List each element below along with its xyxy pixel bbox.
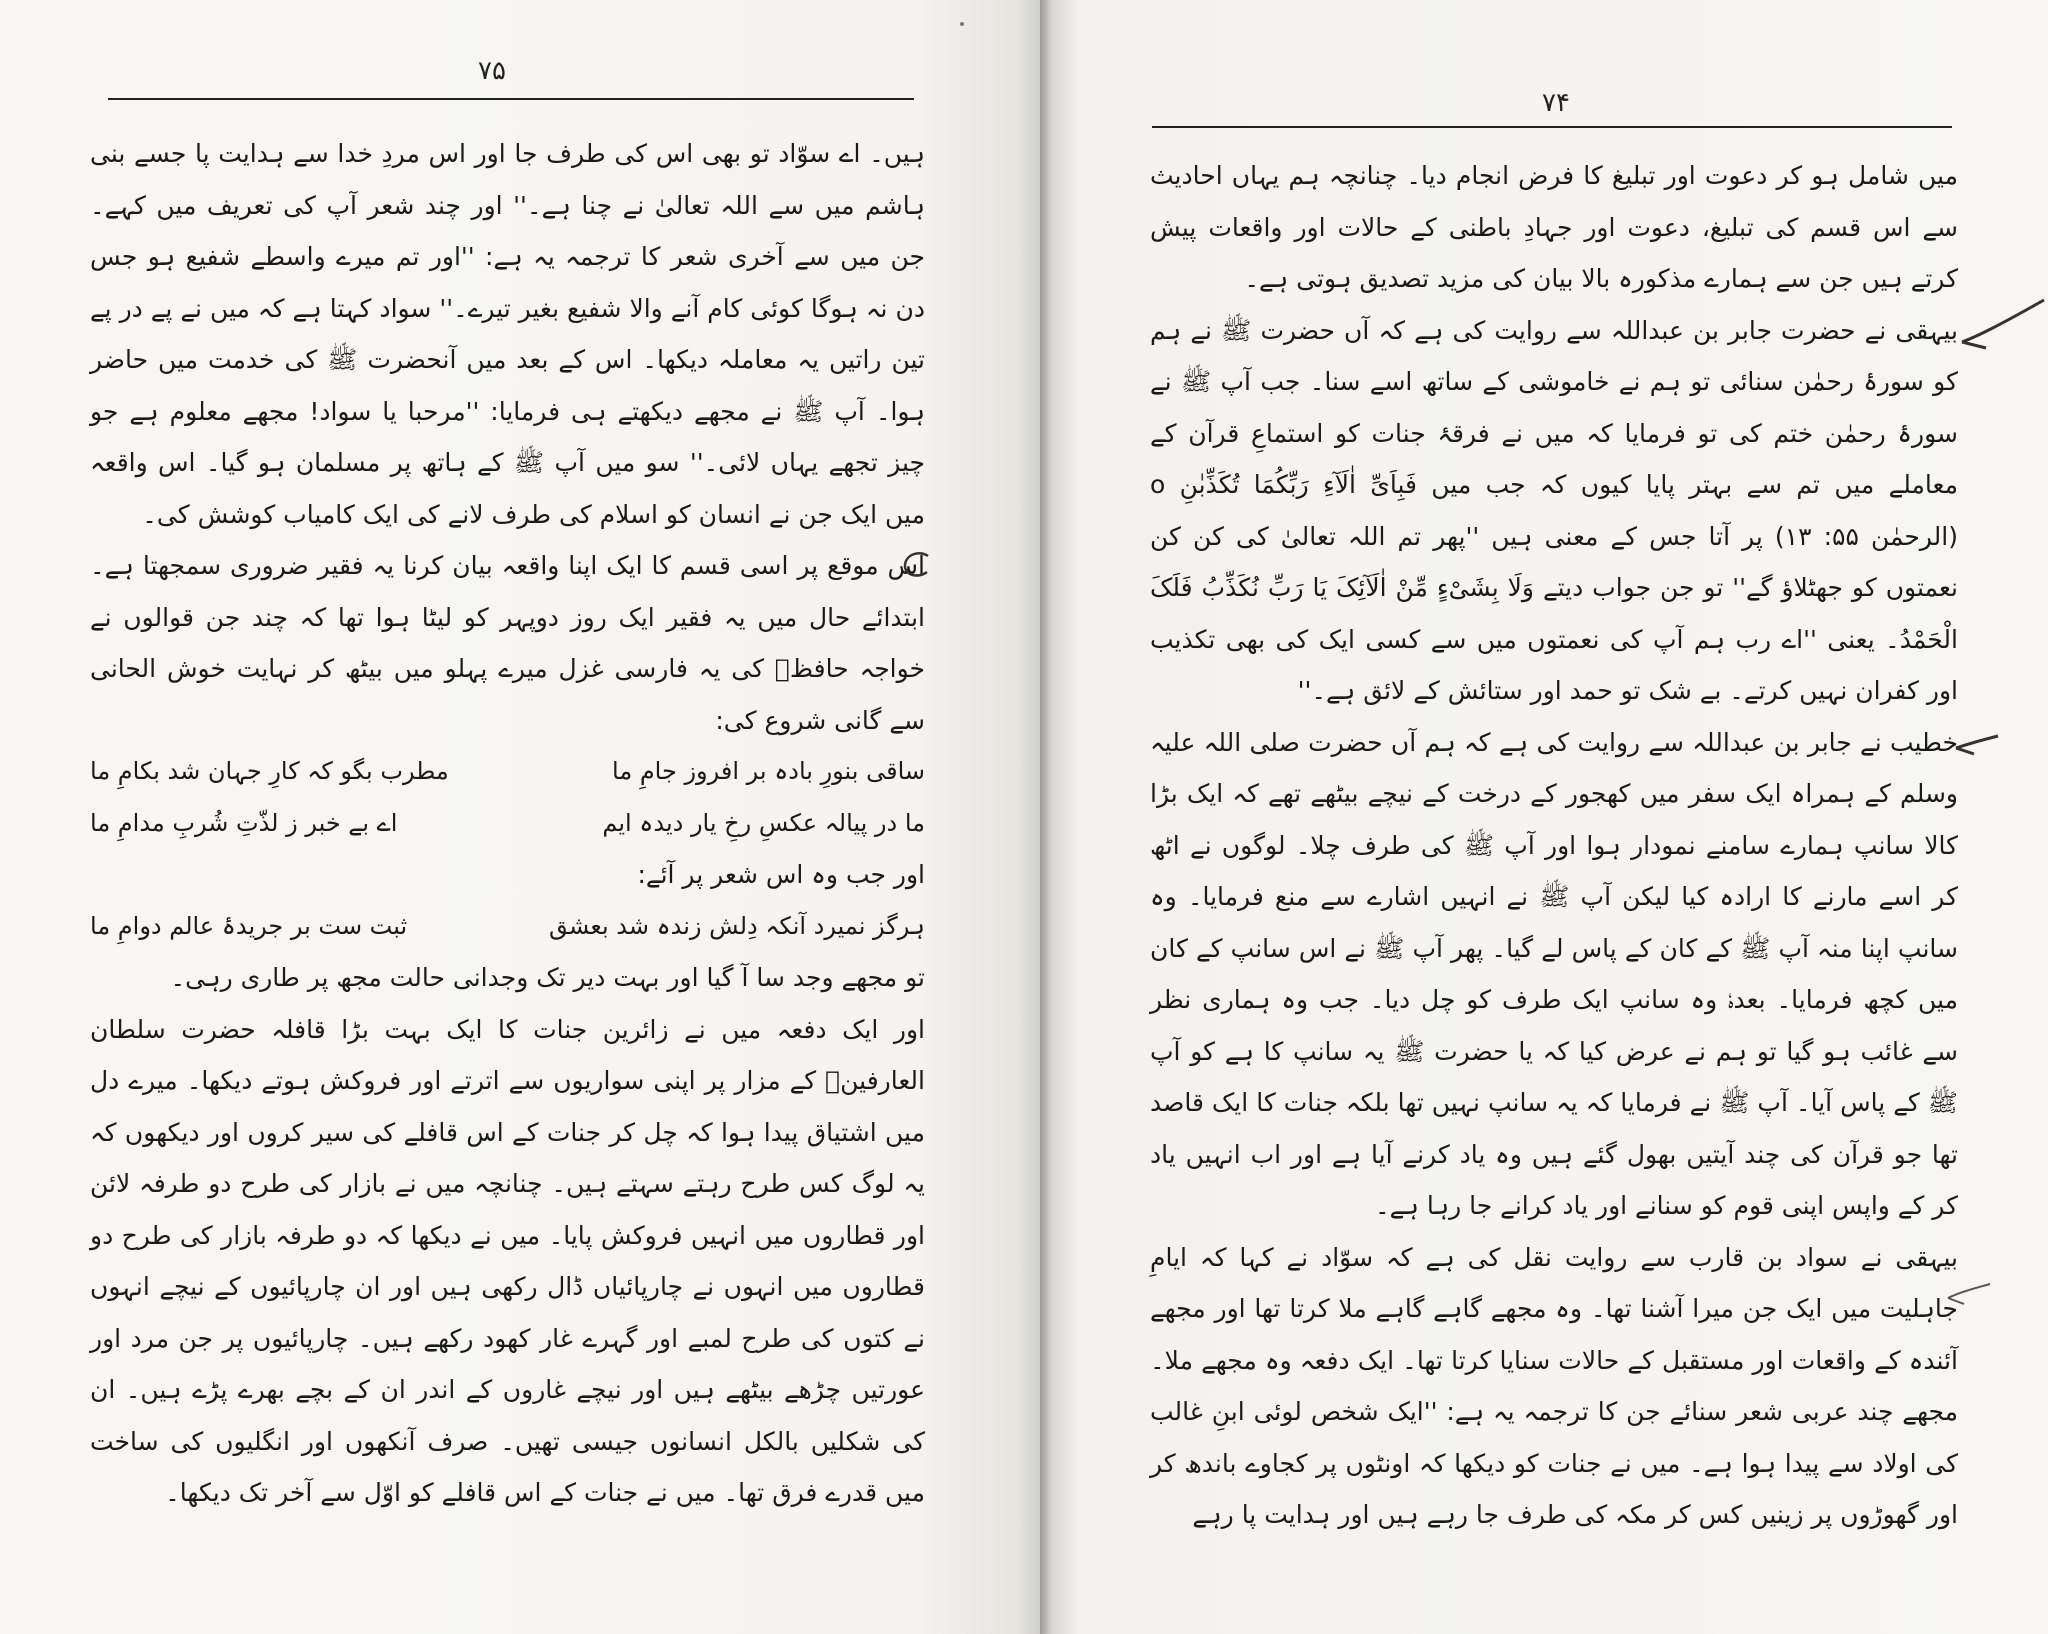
tick-annotation-icon [1958, 296, 2048, 356]
verse-hemistich: ساقی بنورِ بادہ بر افروز جامِ ما [612, 757, 925, 785]
verse-hemistich: ثبت ست بر جریدۂ عالم دوامِ ما [90, 911, 408, 940]
right-page-number: ۷۴ [1542, 88, 1570, 118]
verse-line [90, 901, 925, 953]
right-paragraph-3: خطیب نے جابر بن عبداللہ سے روایت کی ہے کہ ہم آں حضرت صلی اللہ علیہ وسلم کے ہمراہ ایک سفر میں کھجور کے درخت کے نیچے بیٹھے تھے کہ ایک بڑا کالا سانپ ہمارے سامنے نمودار ہوا اور آپ ﷺ کی طرف چلا۔ لوگوں نے اٹھ کر اسے مارنے کا ارادہ کیا لیکن آپ ﷺ نے انہیں اشارے سے منع فرمایا۔ وہ سانپ اپنا منہ آپ ﷺ کے کان کے پاس لے گیا۔ پھر آپ ﷺ نے اس سانپ کے کان میں کچھ فرمایا۔ بعدہٗ وہ سانپ ایک طرف کو چل دیا۔ جب وہ ہماری نظر سے غائب ہو گیا تو ہم نے عرض کیا کہ یا حضرت ﷺ یہ سانپ کا ہے کو آپ ﷺ کے پاس آیا۔ آپ ﷺ نے فرمایا کہ یہ سانپ نہیں تھا بلکہ جنات کا ایک قاصد تھا جو قرآن کی چند آیتیں بھول گئے ہیں وہ یاد کرنے آیا ہے اور اب انہیں یاد کر کے واپس اپنی قوم کو سنانے اور یاد کرانے جا رہا ہے۔ [1150, 727, 1958, 1220]
left-text-body [90, 128, 925, 1519]
right-page [1040, 0, 2048, 1634]
tick-annotation-icon [1952, 732, 2002, 762]
right-paragraph-1: میں شامل ہو کر دعوت اور تبلیغ کا فرض انجام دیا۔ چنانچہ ہم یہاں احادیث سے اس قسم کی تبلیغ، دعوت اور جہادِ باطنی کے حالات اور واقعات پیش کرتے ہیں جن سے ہمارے مذکورہ بالا بیان کی مزید تصدیق ہوتی ہے۔ [1150, 161, 1958, 293]
verse-line [90, 746, 925, 798]
verse-hemistich: ما در پیالہ عکسِ رخِ یار دیدہ ایم [602, 808, 925, 837]
verse-intro: اور جب وہ اس شعر پر آئے: [637, 860, 925, 889]
verse-hemistich: مطرب بگو کہ کارِ جہان شد بکامِ ما [90, 757, 449, 785]
verse-line [90, 798, 925, 850]
circle-annotation-icon [900, 548, 934, 582]
right-header-rule [1152, 126, 1952, 128]
after-verse-text: تو مجھے وجد سا آ گیا اور بہت دیر تک وجدانی حالت مجھ پر طاری رہی۔ [170, 963, 925, 992]
speck-mark [960, 22, 964, 26]
left-paragraph-3: اور ایک دفعہ میں نے زائرین جنات کا ایک بہت بڑا قافلہ حضرت سلطان العارفینؒ کے مزار پر اپنی سواریوں سے اترتے اور فروکش ہوتے دیکھا۔ میرے دل میں اشتیاق پیدا ہوا کہ چل کر جنات کے اس قافلے کی سیر کروں اور دیکھوں کہ یہ لوگ کس طرح رہتے سہتے ہیں۔ چنانچہ میں نے بازار کی طرح دو طرفہ لائن اور قطاروں میں انہیں فروکش پایا۔ میں نے دیکھا کہ دو طرفہ بازار کی طرح دو قطاروں میں انہوں نے چارپائیاں ڈال رکھی ہیں اور ان چارپائیوں کے نیچے انہوں نے کتوں کی طرح لمبے اور گہرے غار کھود رکھے ہیں۔ چارپائیوں پر جن مرد اور عورتیں چڑھے بیٹھے ہیں اور نیچے غاروں کے اندر ان کے بچے بھرے پڑے ہیں۔ ان کی شکلیں بالکل انسانوں جیسی تھیں۔ صرف آنکھوں اور انگلیوں کی ساخت میں قدرے فرق تھا۔ میں نے جنات کے اس قافلے کو اوّل سے آخر تک دیکھا۔ [90, 1014, 925, 1507]
left-paragraph-1: ہیں۔ اے سوّاد تو بھی اس کی طرف جا اور اس مردِ خدا سے ہدایت پا جسے بنی ہاشم میں سے اللہ تعالیٰ نے چنا ہے۔'' اور چند شعر آپ کی تعریف میں کہے۔ جن میں سے آخری شعر کا ترجمہ یہ ہے: ''اور تم میرے واسطے شفیع ہو جس دن نہ ہوگا کوئی کام آنے والا شفیع بغیر تیرے۔'' سواد کہتا ہے کہ میں نے پے در پے تین راتیں یہ معاملہ دیکھا۔ اس کے بعد میں آنحضرت ﷺ کی خدمت میں حاضر ہوا۔ آپ ﷺ نے مجھے دیکھتے ہی فرمایا: ''مرحبا یا سواد! مجھے معلوم ہے جو چیز تجھے یہاں لائی۔'' سو میں آپ ﷺ کے ہاتھ پر مسلمان ہو گیا۔ اس واقعہ میں ایک جن نے انسان کو اسلام کی طرف لانے کی ایک کامیاب کوشش کی۔ [90, 139, 925, 529]
right-paragraph-4: بیہقی نے سواد بن قارب سے روایت نقل کی ہے کہ سوّاد نے کہا کہ ایامِ جاہلیت میں ایک جن میرا آشنا تھا۔ وہ مجھے گاہے گاہے ملا کرتا تھا اور مجھے آئندہ کے واقعات اور مستقبل کے حالات سنایا کرتا تھا۔ ایک دفعہ وہ مجھے ملا۔ مجھے چند عربی شعر سنائے جن کا ترجمہ یہ ہے: ''ایک شخص لوئی ابنِ غالب کی اولاد سے پیدا ہوا ہے۔ میں نے جنات کو دیکھا کہ اونٹوں پر کجاوے باندھ کر اور گھوڑوں پر زینیں کس کر مکہ کی طرف جا رہے ہیں اور ہدایت پا رہے [1150, 1242, 1958, 1529]
right-paragraph-2: بیہقی نے حضرت جابر بن عبداللہ سے روایت کی ہے کہ آں حضرت ﷺ نے ہم کو سورۂ رحمٰن سنائی تو ہم نے خاموشی کے ساتھ اسے سنا۔ جب آپ ﷺ نے سورۂ رحمٰن ختم کی تو فرمایا کہ میں نے فرقۂ جنات کو استماعِ قرآن کے معاملے میں تم سے بہتر پایا کیوں کہ جب میں فَبِاَیِّ اٰلَآءِ رَبِّکُمَا تُکَذِّبٰنِ o (الرحمٰن ۵۵: ۱۳) پر آتا جس کے معنی ہیں ''پھر تم اللہ تعالیٰ کی کن کن نعمتوں کو جھٹلاؤ گے'' تو جن جواب دیتے وَلَا بِشَیْءٍ مِّنْ اٰلَآئِکَ یَا رَبِّ نُکَذِّبُ فَلَکَ الْحَمْدُ۔ یعنی ''اے رب ہم آپ کی نعمتوں میں سے کسی ایک کی بھی تکذیب اور کفران نہیں کرتے۔ بے شک تو حمد اور ستائش کے لائق ہے۔'' [1150, 315, 1958, 705]
verse-hemistich: ہرگز نمیرد آنکہ دِلش زندہ شد بعشق [548, 911, 925, 940]
left-page-number: ۷۵ [478, 56, 506, 86]
left-paragraph-2: اس موقع پر اسی قسم کا ایک اپنا واقعہ بیان کرنا یہ فقیر ضروری سمجھتا ہے۔ ابتدائے حال میں یہ فقیر ایک روز دوپہر کو لیٹا ہوا تھا کہ چند جن قوالوں نے خواجہ حافظؒ کی یہ فارسی غزل میرے پہلو میں بیٹھ کر نہایت خوش الحانی سے گانی شروع کی: [90, 551, 925, 735]
tick-annotation-icon [1944, 1280, 1994, 1310]
verse-hemistich: اے بے خبر ز لذّتِ شُربِ مدامِ ما [90, 808, 398, 837]
right-text-body [1150, 150, 1958, 1541]
left-header-rule [108, 98, 914, 100]
